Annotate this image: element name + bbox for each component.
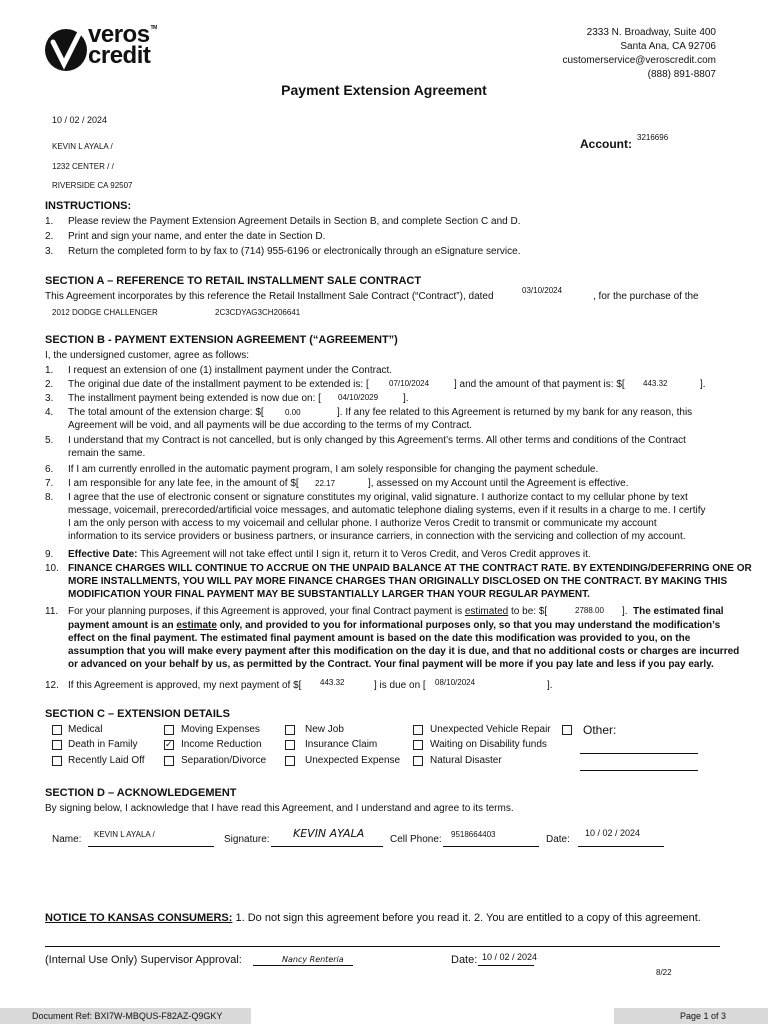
veros-swoosh-icon: [44, 26, 88, 76]
other-input-line-2[interactable]: [580, 770, 698, 771]
option-label-natural-disaster: Natural Disaster: [430, 755, 502, 766]
item-8-line: message, voicemail, prerecorded/artificial voice messages, and automatic telephone dialing systems, even if it results in a charge to me. I certify: [68, 505, 706, 516]
checkbox-moving-expenses[interactable]: [164, 725, 174, 735]
supervisor-approval-label: (Internal Use Only) Supervisor Approval:: [45, 954, 242, 966]
item-number: 1.: [45, 365, 54, 376]
section-b-item-5: 5.: [45, 435, 54, 446]
section-b-item-2-text-a: The original due date of the installment payment to be extended is: [: [68, 379, 369, 390]
vehicle-vin: 2C3CDYAG3CH206641: [215, 308, 301, 317]
checkbox-recently-laid-off[interactable]: [52, 756, 62, 766]
section-a-text-after: , for the purchase of the: [593, 291, 699, 302]
document-date: 10 / 02 / 2024: [52, 115, 108, 125]
account-label: Account:: [580, 137, 632, 151]
section-b-item-1: [45, 365, 53, 377]
section-b-item-7-text-b: ], assessed on my Account until the Agreement is effective.: [368, 478, 629, 489]
section-b-item-3-text-a: The installment payment being extended is now due on: [: [68, 393, 321, 404]
kansas-notice-text: 1. Do not sign this agreement before you read it. 2. You are entitled to a copy of this agreement.: [235, 912, 701, 924]
internal-date-underline: [478, 965, 534, 966]
option-label-recently-laid-off: Recently Laid Off: [68, 755, 145, 766]
internal-date-value: 10 / 02 / 2024: [482, 952, 538, 962]
option-label-death-in-family: Death in Family: [68, 739, 138, 750]
section-b-item-12-text-a: If this Agreement is approved, my next payment of $[: [68, 680, 302, 691]
document-title: Payment Extension Agreement: [281, 82, 487, 98]
supervisor-signature: Nancy Renteria: [282, 955, 344, 964]
item-11-text-b: to be: $[: [511, 606, 548, 617]
item-11-line: or advanced on your behalf by us, as permitted by the Contract. Your final payment will be more if you pay late and less if you pay early.: [68, 659, 714, 670]
section-d-text: By signing below, I acknowledge that I have read this Agreement, and I understand and agree to its terms.: [45, 803, 514, 814]
instructions-list: [45, 216, 735, 261]
divider-line: [45, 946, 720, 947]
original-due-date: 07/10/2024: [389, 379, 430, 388]
section-b-item-4: 4.: [45, 407, 54, 418]
date-label: Date:: [546, 834, 570, 845]
contract-date: 03/10/2024: [522, 286, 563, 295]
section-b-item-9-text: [68, 549, 591, 561]
option-label-moving-expenses: Moving Expenses: [181, 724, 260, 735]
instruction-number: 2.: [45, 231, 54, 242]
customer-city: RIVERSIDE CA 92507: [52, 181, 133, 190]
company-address: [562, 26, 716, 82]
option-label-unexpected-vehicle-repair: Unexpected Vehicle Repair: [430, 724, 551, 735]
customer-name: KEVIN L AYALA /: [52, 142, 113, 151]
checkbox-new-job[interactable]: [285, 725, 295, 735]
checkbox-other[interactable]: [562, 725, 572, 735]
warning-line: MODIFICATION YOUR FINAL PAYMENT MAY BE SUBSTANTIALLY LARGER THAN YOUR REGULAR PAYMENT.: [68, 589, 590, 600]
warning-line: FINANCE CHARGES WILL CONTINUE TO ACCRUE ON THE UNPAID BALANCE AT THE CONTRACT RATE. BY EXTENDING/DEFERRING ONE OR: [68, 563, 752, 574]
option-label-waiting-on-disability-funds: Waiting on Disability funds: [430, 739, 547, 750]
new-due-date: 04/10/2029: [338, 393, 379, 402]
customer-street: 1232 CENTER / /: [52, 162, 114, 171]
section-a-text-before: This Agreement incorporates by this reference the Retail Installment Sale Contract (“Contract”), dated: [45, 291, 494, 302]
internal-date-label: Date:: [451, 954, 478, 966]
option-label-new-job: New Job: [305, 724, 344, 735]
account-number: 3216696: [637, 133, 669, 142]
customer-signature[interactable]: KEVIN AYALA: [293, 827, 365, 840]
form-code: 8/22: [656, 968, 672, 977]
instruction-text: Return the completed form to by fax to (714) 955-6196 or electronically through an eSignature service.: [68, 246, 521, 257]
section-b-item-4-text-b: ]. If any fee related to this Agreement is returned by my bank for any reason, this: [337, 407, 693, 418]
section-b-item-11-line1: [68, 606, 547, 618]
extension-charge: 0.00: [285, 408, 301, 417]
logo-tm: TM: [150, 25, 157, 31]
section-b-item-2-text-b: ] and the amount of that payment is: $[: [454, 379, 625, 390]
name-value[interactable]: KEVIN L AYALA /: [94, 830, 155, 839]
instruction-number: 1.: [45, 216, 54, 227]
checkbox-income-reduction[interactable]: [164, 740, 174, 750]
vehicle-description: 2012 DODGE CHALLENGER: [52, 308, 158, 317]
item-11-text-a: For your planning purposes, if this Agreement is approved, your final Contract payment is: [68, 606, 463, 617]
item-8-line: information to its service providers or business partners, or insurance carriers, in connection with the servicing and collection of my account.: [68, 531, 686, 542]
section-b-item-8-text: [68, 492, 724, 544]
instructions-heading: INSTRUCTIONS:: [45, 200, 132, 212]
checkbox-unexpected-expense[interactable]: [285, 756, 295, 766]
section-d-heading: SECTION D – ACKNOWLEDGEMENT: [45, 787, 237, 799]
checkbox-death-in-family[interactable]: [52, 740, 62, 750]
address-phone: (888) 891-8807: [647, 69, 716, 80]
section-b-item-11: 11.: [45, 606, 59, 617]
section-b-heading: SECTION B - PAYMENT EXTENSION AGREEMENT (“AGREEMENT”): [45, 334, 398, 346]
item-11-line: effect on the final payment. The estimated final payment amount is based on the date this modification was provided to you, on the: [68, 633, 691, 644]
item-8-line: I am the only person with access to my voicemail and cellular phone. I authorize Veros Credit to transmit or communicate my account: [68, 518, 657, 529]
instruction-item: [45, 246, 735, 261]
checkbox-medical[interactable]: [52, 725, 62, 735]
item-11-estimated: estimated: [464, 606, 509, 617]
option-label-unexpected-expense: Unexpected Expense: [305, 755, 401, 766]
checkbox-waiting-on-disability-funds[interactable]: [413, 740, 423, 750]
checkbox-separation-divorce[interactable]: [164, 756, 174, 766]
section-b-item-4-text-c: Agreement will be void, and all payments will be due according to the terms of my Contract.: [68, 420, 473, 431]
section-b-intro: I, the undersigned customer, agree as follows:: [45, 350, 250, 361]
checkbox-insurance-claim[interactable]: [285, 740, 295, 750]
instruction-item: [45, 216, 735, 231]
instruction-text: Please review the Payment Extension Agreement Details in Section B, and complete Section C and D.: [68, 216, 521, 227]
section-b-item-2-text-c: ].: [700, 379, 706, 390]
section-b-item-9: 9.: [45, 549, 54, 560]
section-b-item-12-text-c: ].: [547, 680, 553, 691]
section-b-item-3: 3.: [45, 393, 54, 404]
page-indicator-text: Page 1 of 3: [679, 1011, 726, 1021]
cell-phone-label: Cell Phone:: [390, 834, 442, 845]
section-b-item-10: 10.: [45, 563, 59, 574]
other-input-line-1[interactable]: [580, 753, 698, 754]
section-b-item-2: 2.: [45, 379, 54, 390]
item-11-line2b: only, and provided to you for informational purposes only, so that you may understand the modification’s: [219, 620, 721, 631]
section-b-item-6-text: If I am currently enrolled in the automatic payment program, I am solely responsible for changing the payment schedule.: [68, 464, 599, 475]
checkbox-unexpected-vehicle-repair[interactable]: [413, 725, 423, 735]
item-11-text-c: ].: [622, 606, 628, 617]
section-b-item-12: 12.: [45, 680, 59, 691]
item-11-line2: [68, 620, 724, 633]
item-11-line2a: payment amount is an: [68, 620, 174, 631]
section-a-heading: SECTION A – REFERENCE TO RETAIL INSTALLMENT SALE CONTRACT: [45, 275, 422, 287]
section-b-item-12-text-b: ] is due on [: [374, 680, 426, 691]
effective-date-text: This Agreement will not take effect until I sign it, return it to Veros Credit, and Veros Credit approves it.: [140, 549, 591, 560]
other-label: Other:: [583, 723, 617, 737]
option-label-separation-divorce: Separation/Divorce: [181, 755, 267, 766]
address-email: customerservice@veroscredit.com: [562, 55, 716, 66]
instruction-text: Print and sign your name, and enter the date in Section D.: [68, 231, 326, 242]
logo-line2: credit: [88, 42, 151, 69]
page-indicator: [614, 1008, 768, 1024]
item-8-line: I agree that the use of electronic consent or signature constitutes my original, valid signature. I authorize contact to my cellular phone by text: [68, 492, 688, 503]
estimated-final-payment: 2788.00: [575, 606, 604, 615]
section-b-item-1-text: I request an extension of one (1) installment payment under the Contract.: [68, 365, 393, 376]
item-11-text-d: The estimated final: [633, 606, 724, 617]
section-b-item-6: 6.: [45, 464, 54, 475]
section-b-item-8: 8.: [45, 492, 54, 503]
option-label-medical: Medical: [68, 724, 103, 735]
next-payment-date: 08/10/2024: [435, 678, 476, 687]
item-11-line: assumption that you will make every payment after this modification on the day it is due, and that no additional costs or charges are incurred: [68, 646, 740, 657]
kansas-notice-label: NOTICE TO KANSAS CONSUMERS:: [45, 912, 233, 924]
section-b-item-7: 7.: [45, 478, 54, 489]
late-fee-amount: 22.17: [315, 479, 336, 488]
original-payment-amount: 443.32: [643, 379, 668, 388]
date-value[interactable]: 10 / 02 / 2024: [585, 828, 641, 838]
section-b-item-5-text-a: I understand that my Contract is not cancelled, but is only changed by this Agreement’s terms. All other terms and conditions of the Contract: [68, 435, 686, 446]
logo-line1: veros: [88, 21, 150, 48]
signature-label: Signature:: [224, 834, 270, 845]
section-b-item-5-text-b: remain the same.: [68, 448, 146, 459]
logo-wordmark: [88, 21, 157, 69]
effective-date-label: Effective Date:: [68, 549, 138, 560]
section-b-item-4-text-a: The total amount of the extension charge: $[: [68, 407, 264, 418]
item-11-estimate: estimate: [176, 620, 217, 631]
cell-phone-value[interactable]: 9518664403: [451, 830, 496, 839]
document-reference: [0, 1008, 251, 1024]
document-reference-text: Document Ref: BXI7W-MBQUS-F82AZ-Q9GKY: [32, 1011, 223, 1021]
option-label-income-reduction: Income Reduction: [181, 739, 262, 750]
kansas-notice: [45, 912, 701, 924]
cell-phone-underline: [443, 846, 539, 847]
finance-charges-warning: [68, 563, 752, 602]
warning-line: MORE INSTALLMENTS, YOU WILL PAY MORE FINANCE CHARGES THAN ORIGINALLY DISCLOSED ON THE CONTRACT. BY MAKING THIS: [68, 576, 728, 587]
address-line-1: 2333 N. Broadway, Suite 400: [586, 27, 716, 38]
checkbox-natural-disaster[interactable]: [413, 756, 423, 766]
instruction-item: [45, 231, 735, 246]
section-b-item-7-text-a: I am responsible for any late fee, in the amount of $[: [68, 478, 299, 489]
section-c-heading: SECTION C – EXTENSION DETAILS: [45, 708, 230, 720]
section-b-item-11-body: [68, 620, 740, 672]
instruction-number: 3.: [45, 246, 54, 257]
next-payment-amount: 443.32: [320, 678, 345, 687]
name-label: Name:: [52, 834, 82, 845]
address-line-2: Santa Ana, CA 92706: [620, 41, 716, 52]
signature-underline: [271, 846, 383, 847]
date-underline: [578, 846, 664, 847]
option-label-insurance-claim: Insurance Claim: [305, 739, 378, 750]
veros-credit-logo: [44, 21, 179, 76]
section-b-item-3-text-b: ].: [403, 393, 409, 404]
supervisor-underline: [253, 965, 353, 966]
name-underline: [88, 846, 214, 847]
